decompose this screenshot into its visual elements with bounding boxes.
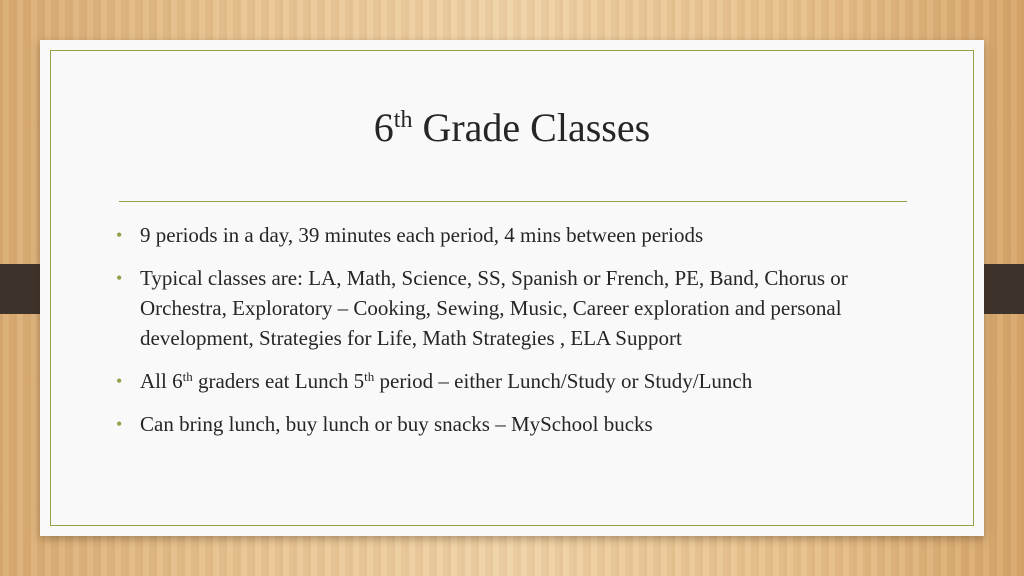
title-text: Grade Classes: [422, 105, 651, 150]
bullet-text: Can bring lunch, buy lunch or buy snacks – MySchool bucks: [140, 412, 653, 436]
bullet-superscript: th: [364, 369, 375, 384]
bullet-text: 9 periods in a day, 39 minutes each period, 4 mins between periods: [140, 223, 704, 247]
bullet-item-lunch-period: [116, 366, 906, 396]
bullet-list: [116, 220, 906, 452]
slide-card: [40, 40, 984, 536]
bullet-dot-icon: •: [116, 371, 123, 391]
bullet-dot-icon: •: [116, 225, 123, 245]
title-superscript: th: [393, 107, 413, 133]
bullet-superscript: th: [182, 369, 193, 384]
title-divider: [119, 201, 907, 202]
bullet-text-part: All 6: [140, 369, 183, 393]
bullet-dot-icon: •: [116, 414, 123, 434]
bullet-item-periods: [116, 220, 906, 250]
slide-title: [40, 105, 984, 150]
bullet-dot-icon: •: [116, 268, 123, 288]
bullet-text-part: period – either Lunch/Study or Study/Lunch: [374, 369, 753, 393]
bullet-text-part: graders eat Lunch 5: [192, 369, 365, 393]
bullet-item-lunch-options: [116, 409, 906, 439]
title-number: 6: [373, 105, 394, 150]
bullet-item-classes: [116, 263, 906, 353]
bullet-text: Typical classes are: LA, Math, Science, SS, Spanish or French, PE, Band, Chorus or Orchestra, Exploratory – Cooking, Sewing, Music, Career exploration and personal development, Strategies for Life, Math Strategies , ELA Support: [140, 266, 848, 350]
